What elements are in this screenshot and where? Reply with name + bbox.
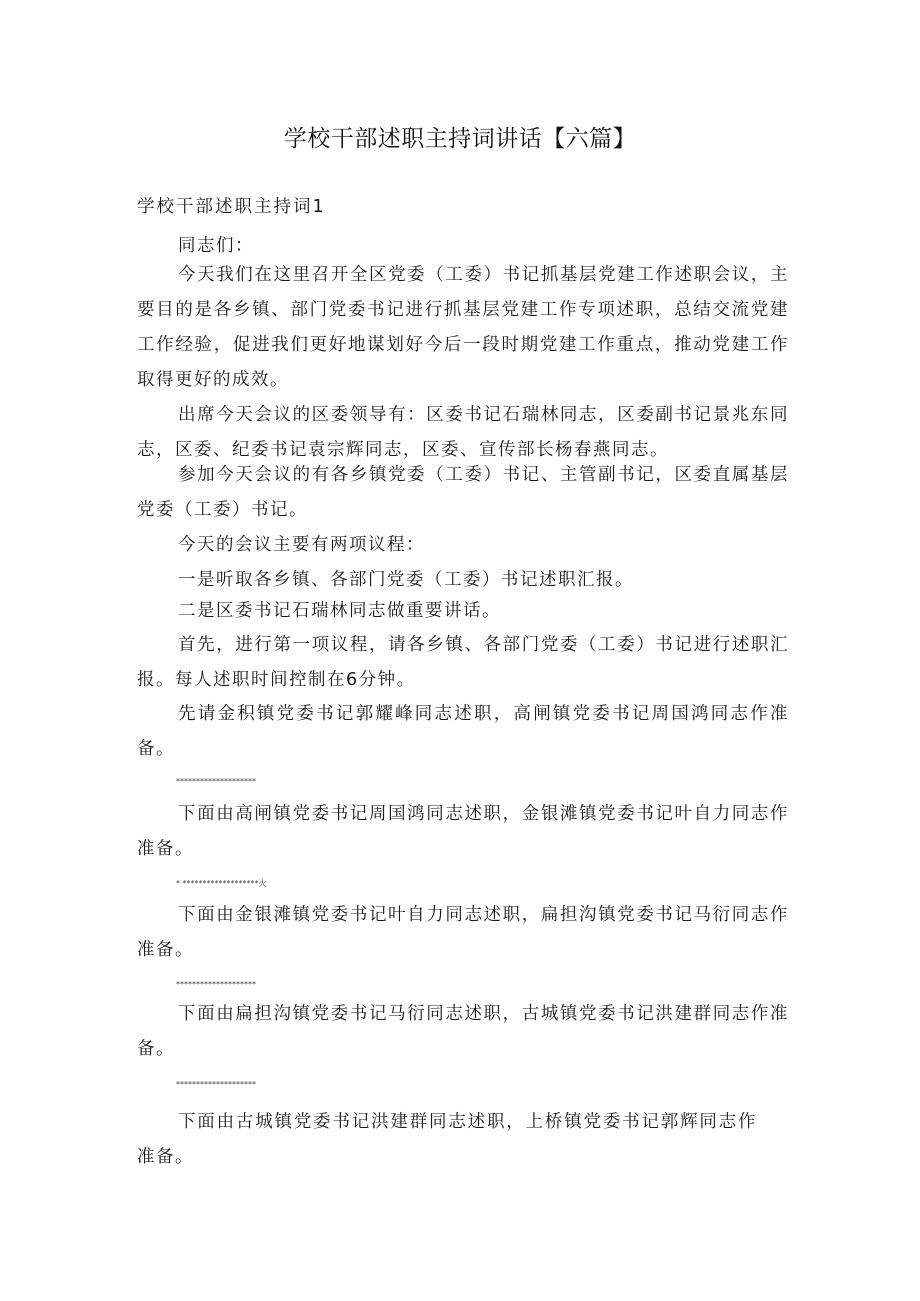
paragraph-agenda-item-2: 二是区委书记石瑞林同志做重要讲话。 (178, 601, 501, 621)
paragraph-speaker-2: 下面由高闸镇党委书记周国鸿同志述职，金银滩镇党委书记叶自力同志作准备。 (137, 804, 789, 859)
separator-line: * *******************火 (176, 879, 267, 888)
paragraph-agenda-item-1: 一是听取各乡镇、各部门党委（工委）书记述职汇报。 (178, 570, 634, 590)
paragraph-agenda: 今天的会议主要有两项议程： (178, 535, 425, 555)
paragraph-speaker-5: 下面由古城镇党委书记洪建群同志述职，上桥镇党委书记郭辉同志作准备。 (137, 1112, 757, 1167)
paragraph-attending-leaders: 出席今天会议的区委领导有：区委书记石瑞林同志，区委副书记景兆东同志，区委、纪委书记袁宗辉同志，区委、宣传部长杨春燕同志。 (137, 405, 789, 460)
paragraph-intro: 今天我们在这里召开全区党委（工委）书记抓基层党建工作述职会议，主要目的是各乡镇、部门党委书记进行抓基层党建工作专项述职，总结交流党建工作经验，促进我们更好地谋划好今后一段时期党建工作重点，推动党建工作取得更好的成效。 (137, 265, 789, 390)
separator-line: ******************** (176, 777, 256, 786)
document-title: 学校干部述职主持词讲话【六篇】 (283, 126, 637, 152)
paragraph-participants: 参加今天会议的有各乡镇党委（工委）书记、主管副书记，区委直属基层党委（工委）书记。 (137, 465, 789, 520)
paragraph-speaker-4: 下面由扁担沟镇党委书记马衍同志述职，古城镇党委书记洪建群同志作准备。 (137, 1004, 789, 1059)
separator-line: ******************** (176, 1080, 256, 1089)
paragraph-first-agenda: 首先，进行第一项议程，请各乡镇、各部门党委（工委）书记进行述职汇报。每人述职时间控制在6分钟。 (137, 635, 789, 690)
paragraph-speaker-3: 下面由金银滩镇党委书记叶自力同志述职，扁担沟镇党委书记马衍同志作准备。 (137, 905, 789, 960)
section-heading: 学校干部述职主持词1 (137, 197, 326, 217)
paragraph-first-speaker: 先请金积镇党委书记郭耀峰同志述职，高闸镇党委书记周国鸿同志作准备。 (137, 704, 789, 759)
separator-line: ******************** (176, 980, 256, 989)
paragraph-greeting: 同志们： (178, 236, 254, 256)
